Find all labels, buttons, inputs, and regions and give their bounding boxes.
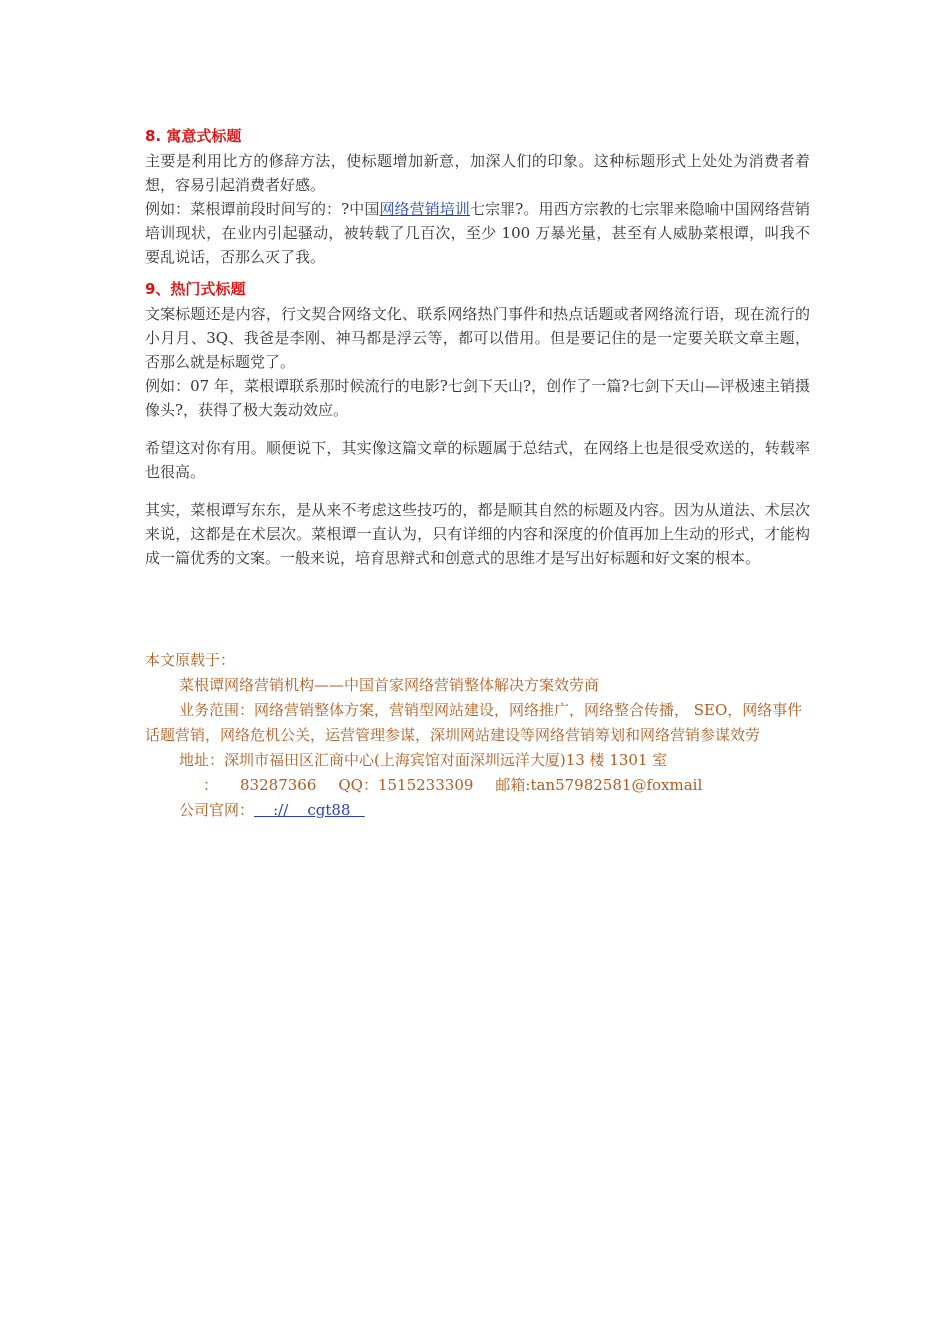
section-heading-9: 9、热门式标题 — [145, 280, 246, 298]
example-prefix: 例如：菜根谭前段时间写的：?中国 — [145, 200, 380, 218]
section-9-example: 例如：07 年，菜根谭联系那时候流行的电影?七剑下天山?，创作了一篇?七剑下天山—评极速主销摄像头?，获得了极大轰动效应。 — [145, 377, 810, 419]
contact-line — [145, 773, 810, 798]
org-line: 菜根谭网络营销机构——中国首家网络营销整体解决方案效劳商 — [179, 676, 600, 694]
training-link[interactable]: 网络营销培训 — [379, 200, 470, 218]
section-8-example — [145, 197, 810, 269]
section-8-paragraph: 主要是利用比方的修辞方法，使标题增加新意，加深人们的印象。这种标题形式上处处为消费者着想，容易引起消费者好感。 — [145, 152, 810, 194]
address-line: 地址：深圳市福田区汇商中心(上海宾馆对面深圳远洋大厦)13 楼 1301 室 — [179, 751, 668, 769]
website-label: 公司官网： — [179, 801, 255, 819]
qq-number: QQ：1515233309 — [338, 776, 474, 794]
website-link[interactable]: :// cgt88 — [254, 801, 365, 819]
document-body — [145, 124, 810, 823]
website-line — [145, 798, 810, 823]
phone-label: ： — [203, 776, 219, 794]
email-address: 邮箱:tan57982581@foxmail — [495, 776, 703, 794]
section-9-paragraph: 文案标题还是内容，行文契合网络文化、联系网络热门事件和热点话题或者网络流行语，现在流行的小月月、3Q、我爸是李刚、神马都是浮云等，都可以借用。但是要记住的是一定要关联文章主题，否那么就是标题党了。 — [145, 305, 810, 371]
footer-block — [145, 648, 810, 823]
phone-number: 83287366 — [240, 776, 317, 794]
source-label: 本文原载于： — [145, 651, 236, 669]
closing-paragraph-2: 其实，菜根谭写东东，是从来不考虑这些技巧的，都是顺其自然的标题及内容。因为从道法、术层次来说，这都是在术层次。菜根谭一直认为，只有详细的内容和深度的价值再加上生动的形式，才能构成一篇优秀的文案。一般来说，培育思辩式和创意式的思维才是写出好标题和好文案的根本。 — [145, 501, 810, 567]
example-suffix: 七宗罪?。用西方宗教的七宗罪来隐喻中国网络营销培训现状，在业内引起骚动，被转载了几百次，至少 100 万暴光量，甚至有人威胁菜根谭，叫我不要乱说话，否那么灭了我。 — [145, 200, 810, 266]
closing-paragraph-1: 希望这对你有用。顺便说下，其实像这篇文章的标题属于总结式，在网络上也是很受欢送的，转载率也很高。 — [145, 439, 810, 481]
section-heading-8: 8. 寓意式标题 — [145, 127, 242, 145]
business-scope: 业务范围：网络营销整体方案，营销型网站建设，网络推广，网络整合传播， SEO，网络事件话题营销，网络危机公关，运营管理参谋，深圳网站建设等网络营销筹划和网络营销参谋效劳 — [145, 701, 803, 744]
